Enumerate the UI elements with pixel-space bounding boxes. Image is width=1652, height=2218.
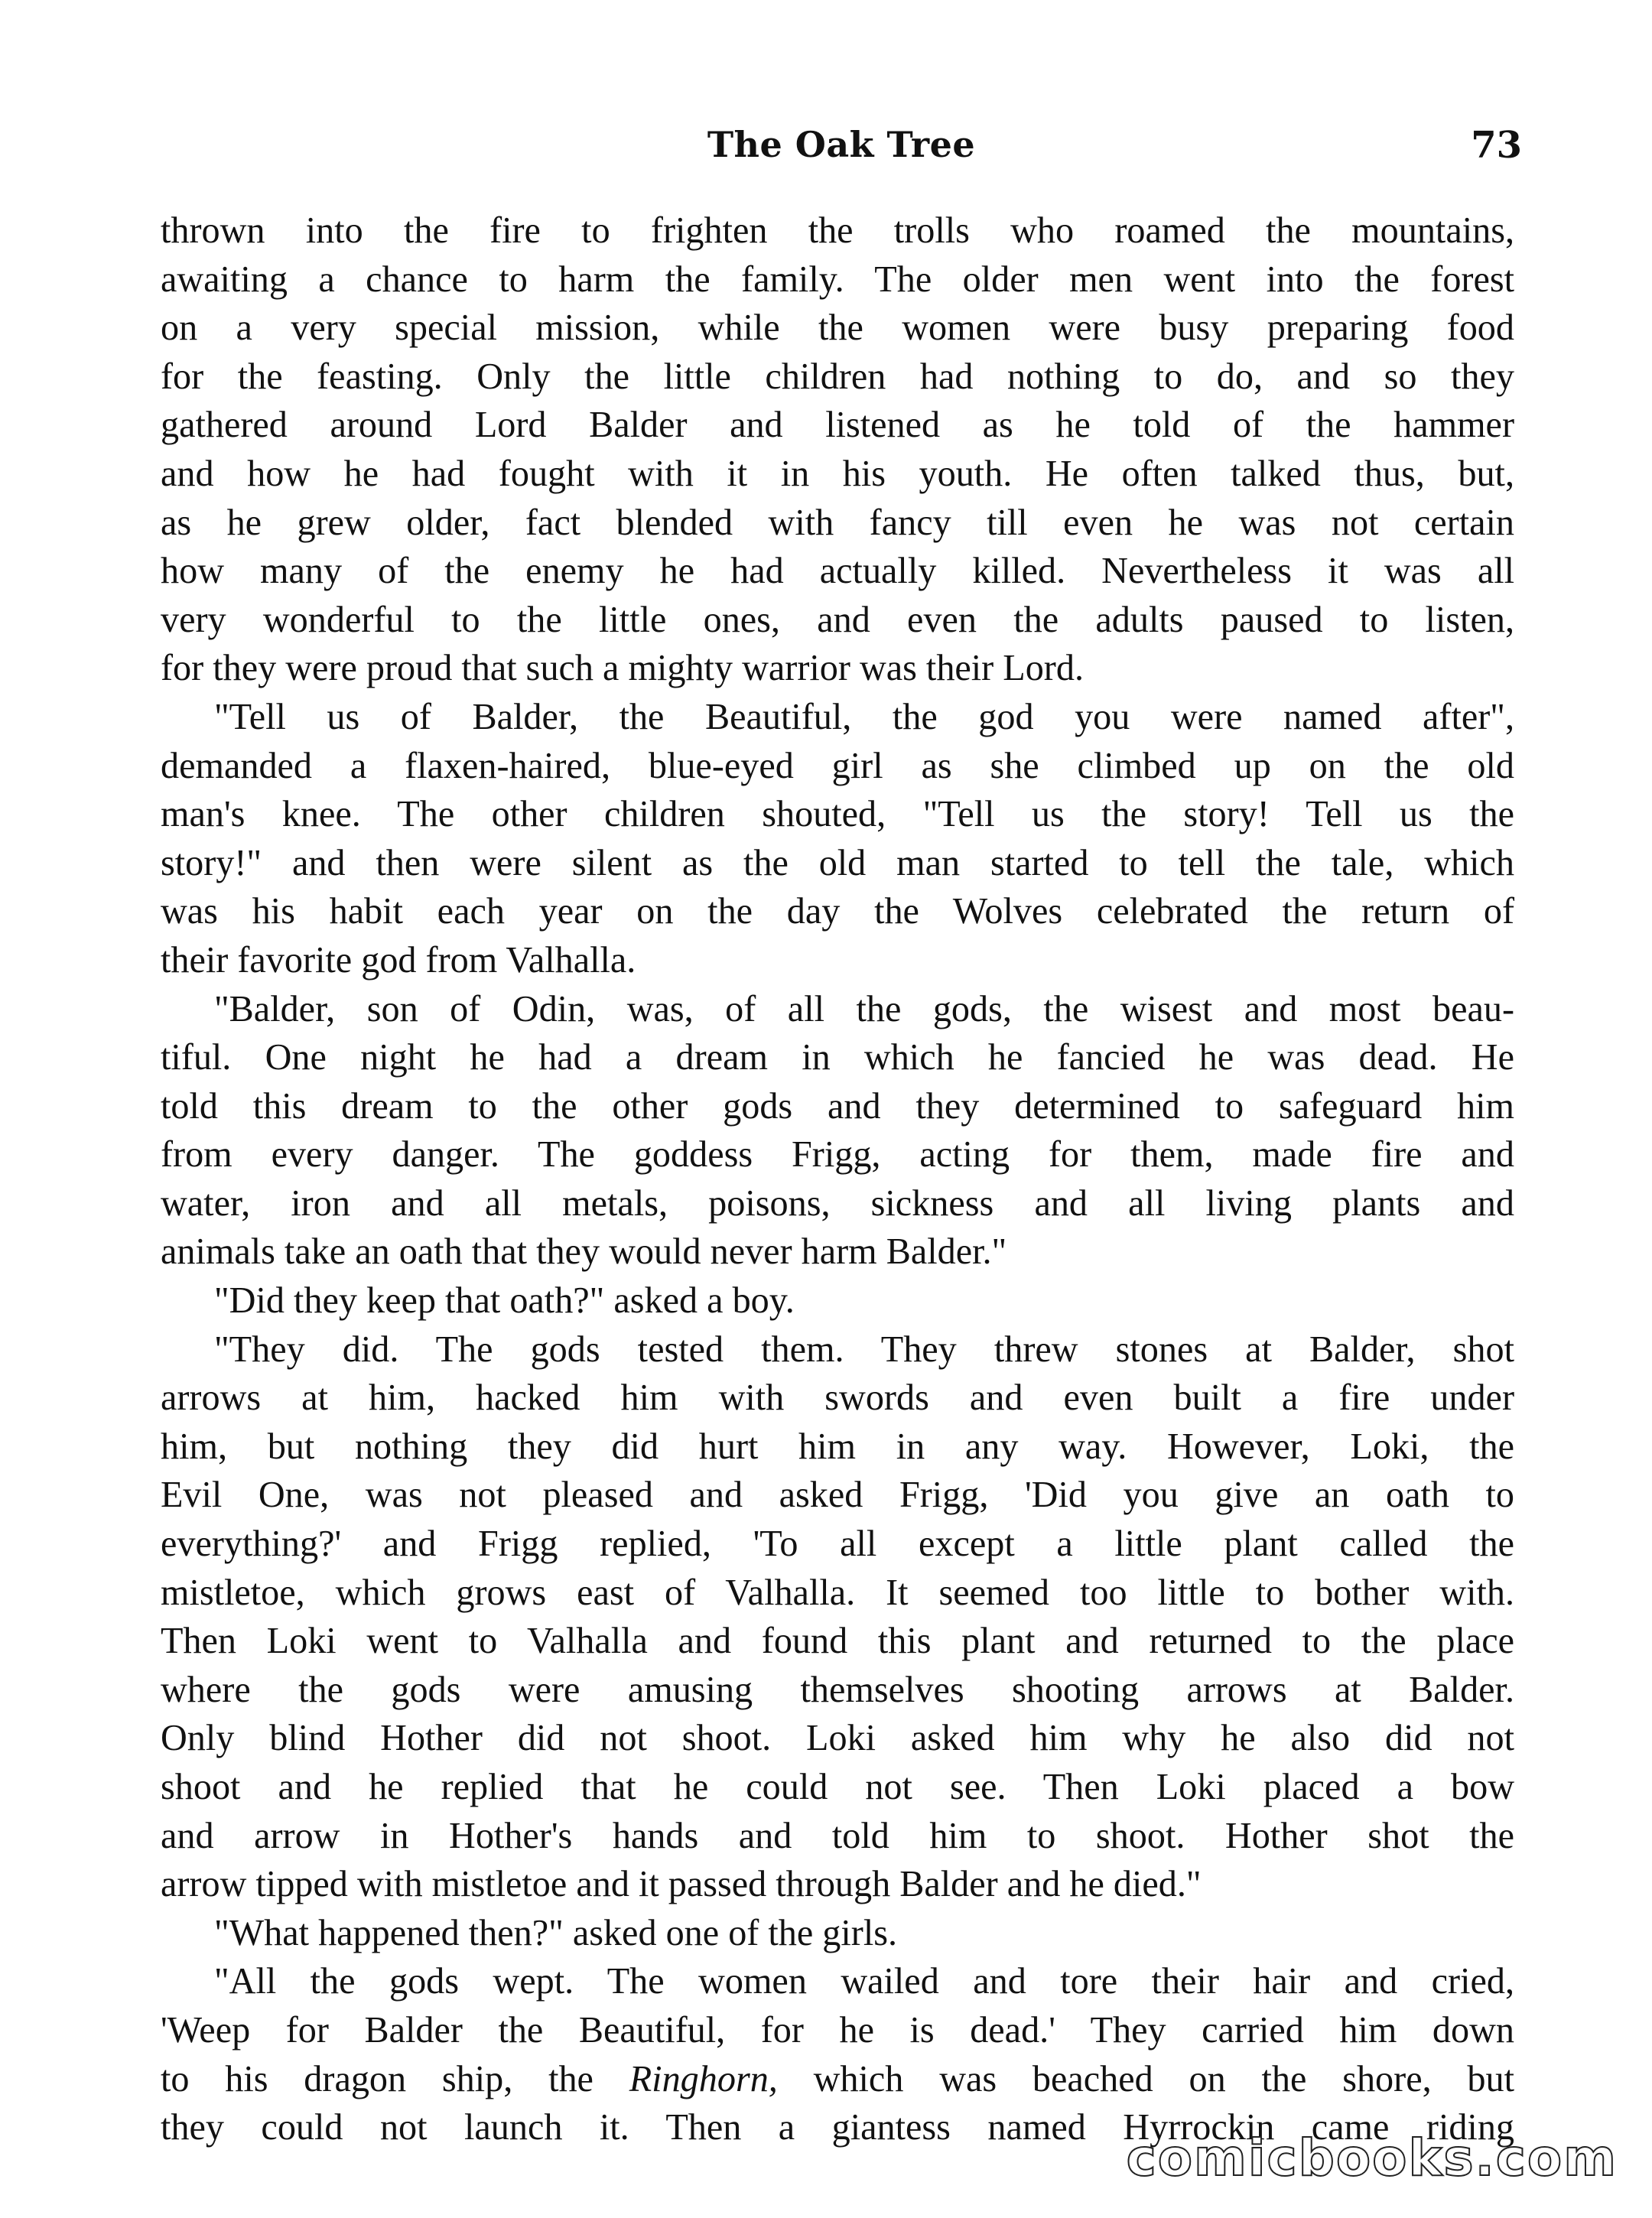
text-line: story!" and then were silent as the old man started to tell the tale, which — [161, 842, 1514, 883]
page-number: 73 — [1471, 124, 1522, 167]
text-line: "All the gods wept. The women wailed and tore their hair and cried, — [214, 1961, 1514, 2002]
text-line: where the gods were amusing themselves shooting arrows at Balder. — [161, 1669, 1514, 1710]
text-line: mistletoe, which grows east of Valhalla. It seemed too little to bother with. — [161, 1572, 1514, 1613]
text-line: for they were proud that such a mighty warrior was their Lord. — [161, 648, 1084, 689]
text-line: man's knee. The other children shouted, "Tell us the story! Tell us the — [161, 794, 1514, 835]
text-line: and arrow in Hother's hands and told him to shoot. Hother shot the — [161, 1815, 1514, 1856]
text-line: they could not launch it. Then a giantess named Hyrrockin came riding — [161, 2107, 1514, 2148]
text-line: water, iron and all metals, poisons, sickness and all living plants and — [161, 1182, 1514, 1224]
text-line: "Balder, son of Odin, was, of all the gods, the wisest and most beau- — [214, 988, 1514, 1029]
text-line — [161, 2055, 1514, 2104]
text-line: tiful. One night he had a dream in which he fancied he was dead. He — [161, 1037, 1514, 1078]
text-line: "Did they keep that oath?" asked a boy. — [214, 1280, 795, 1322]
text-line: "What happened then?" asked one of the girls. — [214, 1912, 898, 1953]
text-line: from every danger. The goddess Frigg, acting for them, made fire and — [161, 1134, 1514, 1176]
body-text — [161, 207, 1514, 2152]
text-line: shoot and he replied that he could not see. Then Loki placed a bow — [161, 1767, 1514, 1807]
text-line: Evil One, was not pleased and asked Frigg, 'Did you give an oath to — [161, 1475, 1514, 1516]
ship-name: Ringhorn, — [629, 2058, 778, 2099]
text-line: and how he had fought with it in his youth. He often talked thus, but, — [161, 453, 1514, 494]
running-head — [161, 124, 1522, 177]
chapter-title: The Oak Tree — [707, 124, 976, 165]
text-line: was his habit each year on the day the Wolves celebrated the return of — [161, 891, 1514, 932]
text-line: "They did. The gods tested them. They threw stones at Balder, shot — [214, 1329, 1514, 1370]
text-line: Only blind Hother did not shoot. Loki asked him why he also did not — [161, 1718, 1514, 1759]
text-line: for the feasting. Only the little children had nothing to do, and so they — [161, 356, 1514, 397]
text-line: him, but nothing they did hurt him in any way. However, Loki, the — [161, 1426, 1514, 1467]
text-line: their favorite god from Valhalla. — [161, 939, 636, 981]
text-line: as he grew older, fact blended with fancy till even he was not certain — [161, 502, 1514, 543]
text-line: very wonderful to the little ones, and even the adults paused to listen, — [161, 599, 1514, 640]
watermark-logo: comicbooks.com — [1126, 2129, 1618, 2187]
text-fragment: to his dragon ship, the — [161, 2058, 629, 2099]
text-line: 'Weep for Balder the Beautiful, for he is dead.' They carried him down — [161, 2009, 1514, 2051]
text-line: arrows at him, hacked him with swords and even built a fire under — [161, 1377, 1514, 1419]
text-line: "Tell us of Balder, the Beautiful, the god you were named after", — [214, 696, 1514, 737]
text-line: gathered around Lord Balder and listened as he told of the hammer — [161, 405, 1514, 446]
text-line: told this dream to the other gods and they determined to safeguard him — [161, 1085, 1514, 1127]
text-fragment: which was beached on the shore, but — [777, 2058, 1514, 2099]
text-line: awaiting a chance to harm the family. The older men went into the forest — [161, 259, 1514, 300]
text-line: arrow tipped with mistletoe and it passed through Balder and he died." — [161, 1864, 1202, 1905]
text-line: thrown into the fire to frighten the trolls who roamed the mountains, — [161, 210, 1514, 251]
text-line: demanded a flaxen-haired, blue-eyed girl as she climbed up on the old — [161, 745, 1514, 786]
text-line: on a very special mission, while the women were busy preparing food — [161, 307, 1514, 349]
text-line: everything?' and Frigg replied, 'To all except a little plant called the — [161, 1524, 1514, 1565]
text-line: Then Loki went to Valhalla and found this plant and returned to the place — [161, 1621, 1514, 1662]
text-line: how many of the enemy he had actually killed. Nevertheless it was all — [161, 551, 1514, 592]
text-line: animals take an oath that they would never harm Balder." — [161, 1231, 1007, 1273]
